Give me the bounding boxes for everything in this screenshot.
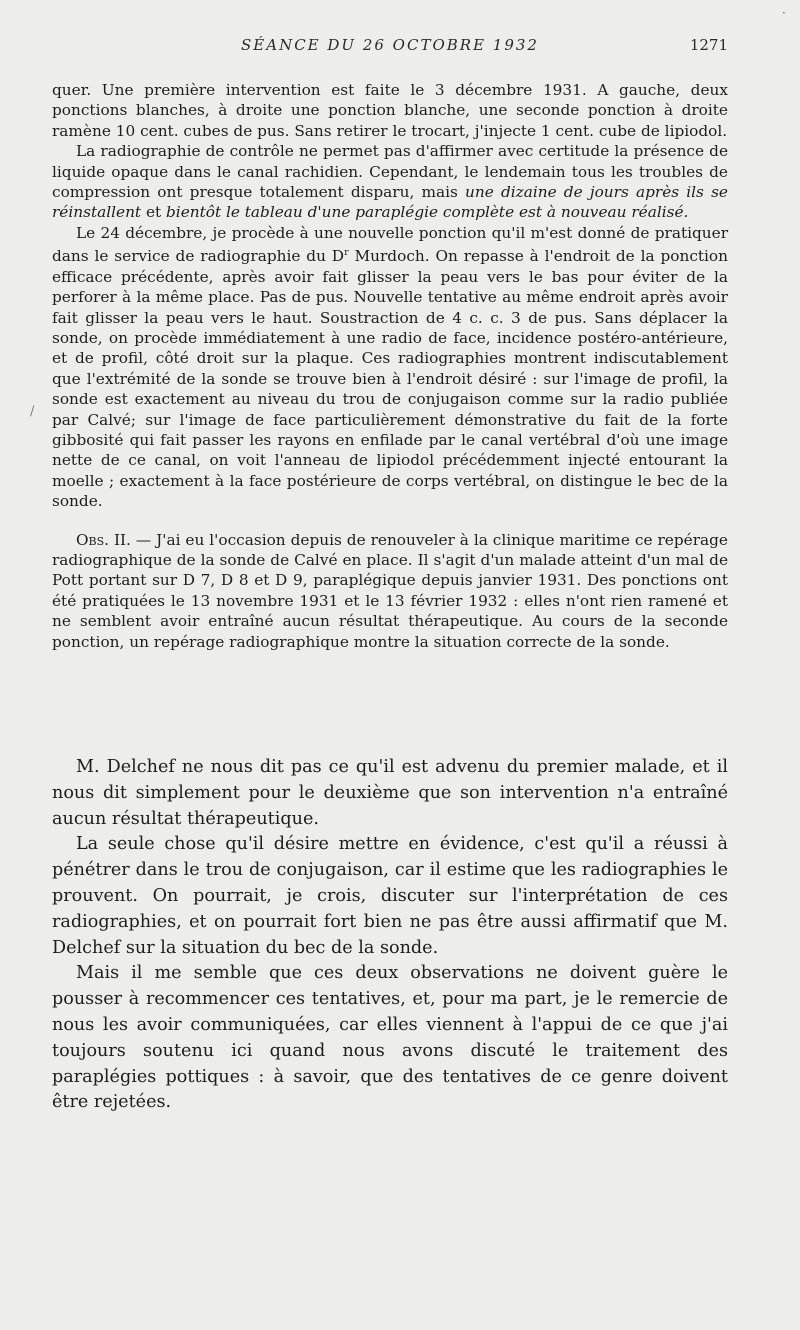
paragraph-observation-2	[52, 530, 728, 652]
text-run: Le 24 décembre, je procède à une nouvelle ponction qu'il m'est donné de pratiquer dans le service de radiographie du D	[52, 223, 728, 266]
italic-run: bientôt le tableau d'une paraplégie complète est à nouveau réalisé.	[166, 203, 689, 222]
paragraph-continuation: quer. Une première intervention est faite le 3 décembre 1931. A gauche, deux ponctions blanches, à droite une ponction blanche, une seconde ponction à droite ramène 10 cent. cubes de pus. Sans retirer le trocart, j'injecte 1 cent. cube de lipiodol.	[52, 81, 728, 140]
commentary-paragraph-2: La seule chose qu'il désire mettre en évidence, c'est qu'il a réussi à pénétrer dans le trou de conjugaison, car il estime que les radiographies le prouvent. On pourrait, je crois, discuter sur l'interprétation de ces radiographies, et on pourrait fort bien ne pas être aussi affirmatif que M. Delchef sur la situation du bec de la sonde.	[52, 834, 728, 958]
paragraph-radiographie	[52, 141, 728, 223]
running-title: SÉANCE DU 26 OCTOBRE 1932	[241, 36, 539, 54]
commentary-paragraph-1: M. Delchef ne nous dit pas ce qu'il est advenu du premier malade, et il nous dit simplement pour le deuxième que son intervention n'a entraîné aucun résultat thérapeutique.	[52, 757, 728, 829]
text-run: — J'ai eu l'occasion depuis de renouveler à la clinique maritime ce repérage radiographique de la sonde de Calvé en place. Il s'agit d'un malade atteint d'un mal de Pott portant sur D 7, D 8 et D 9, paraplégique depuis janvier 1931. Des ponctions ont été pratiquées le 13 novembre 1931 et le 13 février 1932 : elles n'ont rien ramené et ne semblent avoir entraîné aucun résultat thérapeutique. Au cours de la seconde ponction, un repérage radiographique montre la situation correcte de la sonde.	[52, 530, 728, 651]
text-run: La radiographie de contrôle ne permet pas d'affirmer avec certitude la présence de liquide opaque dans le canal rachidien. Cependant, le lendemain tous les troubles de compression ont presque totalement disparu, mais	[52, 142, 728, 202]
margin-mark: /	[30, 404, 35, 419]
commentary-text-block	[52, 755, 728, 1116]
italic-run: une dizaine de jours après ils se réinstallent	[52, 183, 728, 222]
text-run: Murdoch. On repasse à l'endroit de la ponction efficace précédente, après avoir fait glisser la peau vers le bas pour éviter de la perforer à la même place. Pas de pus. Nouvelle tentative au même endroit après avoir fait glisser la peau vers le haut. Soustraction de 4 c. c. 3 de pus. Sans déplacer la sonde, on procède immédiatement à une radio de face, incidence postéro-antérieure, et de profil, côté droit sur la plaque. Ces radiographies montrent indiscutablement que l'extrémité de la sonde se trouve bien à l'endroit désiré : sur l'image de profil, la sonde est exactement au niveau du trou de conjugaison comme sur la radio publiée par Calvé; sur l'image de face particulièrement démonstrative du fait de la forte gibbosité qui fait passer les rayons en enfilade par le canal vertébral d'où une image nette de ce canal, on voit l'anneau de lipiodol précédemment injecté entourant la moelle ; exactement à la face postérieure de corps vertébral, on distingue le bec de la sonde.	[52, 247, 728, 511]
page-number: 1271	[689, 36, 728, 54]
commentary-paragraph-3: Mais il me semble que ces deux observations ne doivent guère le pousser à recommencer ces tentatives, et, pour ma part, je le remercie de nous les avoir communiquées, car elles viennent à l'appui de ce que j'ai toujours soutenu ici quand nous avons discuté le traitement des paraplégies pottiques : à savoir, que des tentatives de ce genre doivent être rejetées.	[52, 963, 728, 1113]
superscript: r	[344, 247, 349, 259]
text-run: et	[141, 203, 167, 222]
observation-text-block	[52, 80, 728, 652]
paragraph-24-decembre	[52, 223, 728, 512]
page-header	[52, 36, 728, 60]
corner-speck: ·	[782, 6, 786, 20]
observation-label: Obs. II.	[76, 530, 131, 549]
